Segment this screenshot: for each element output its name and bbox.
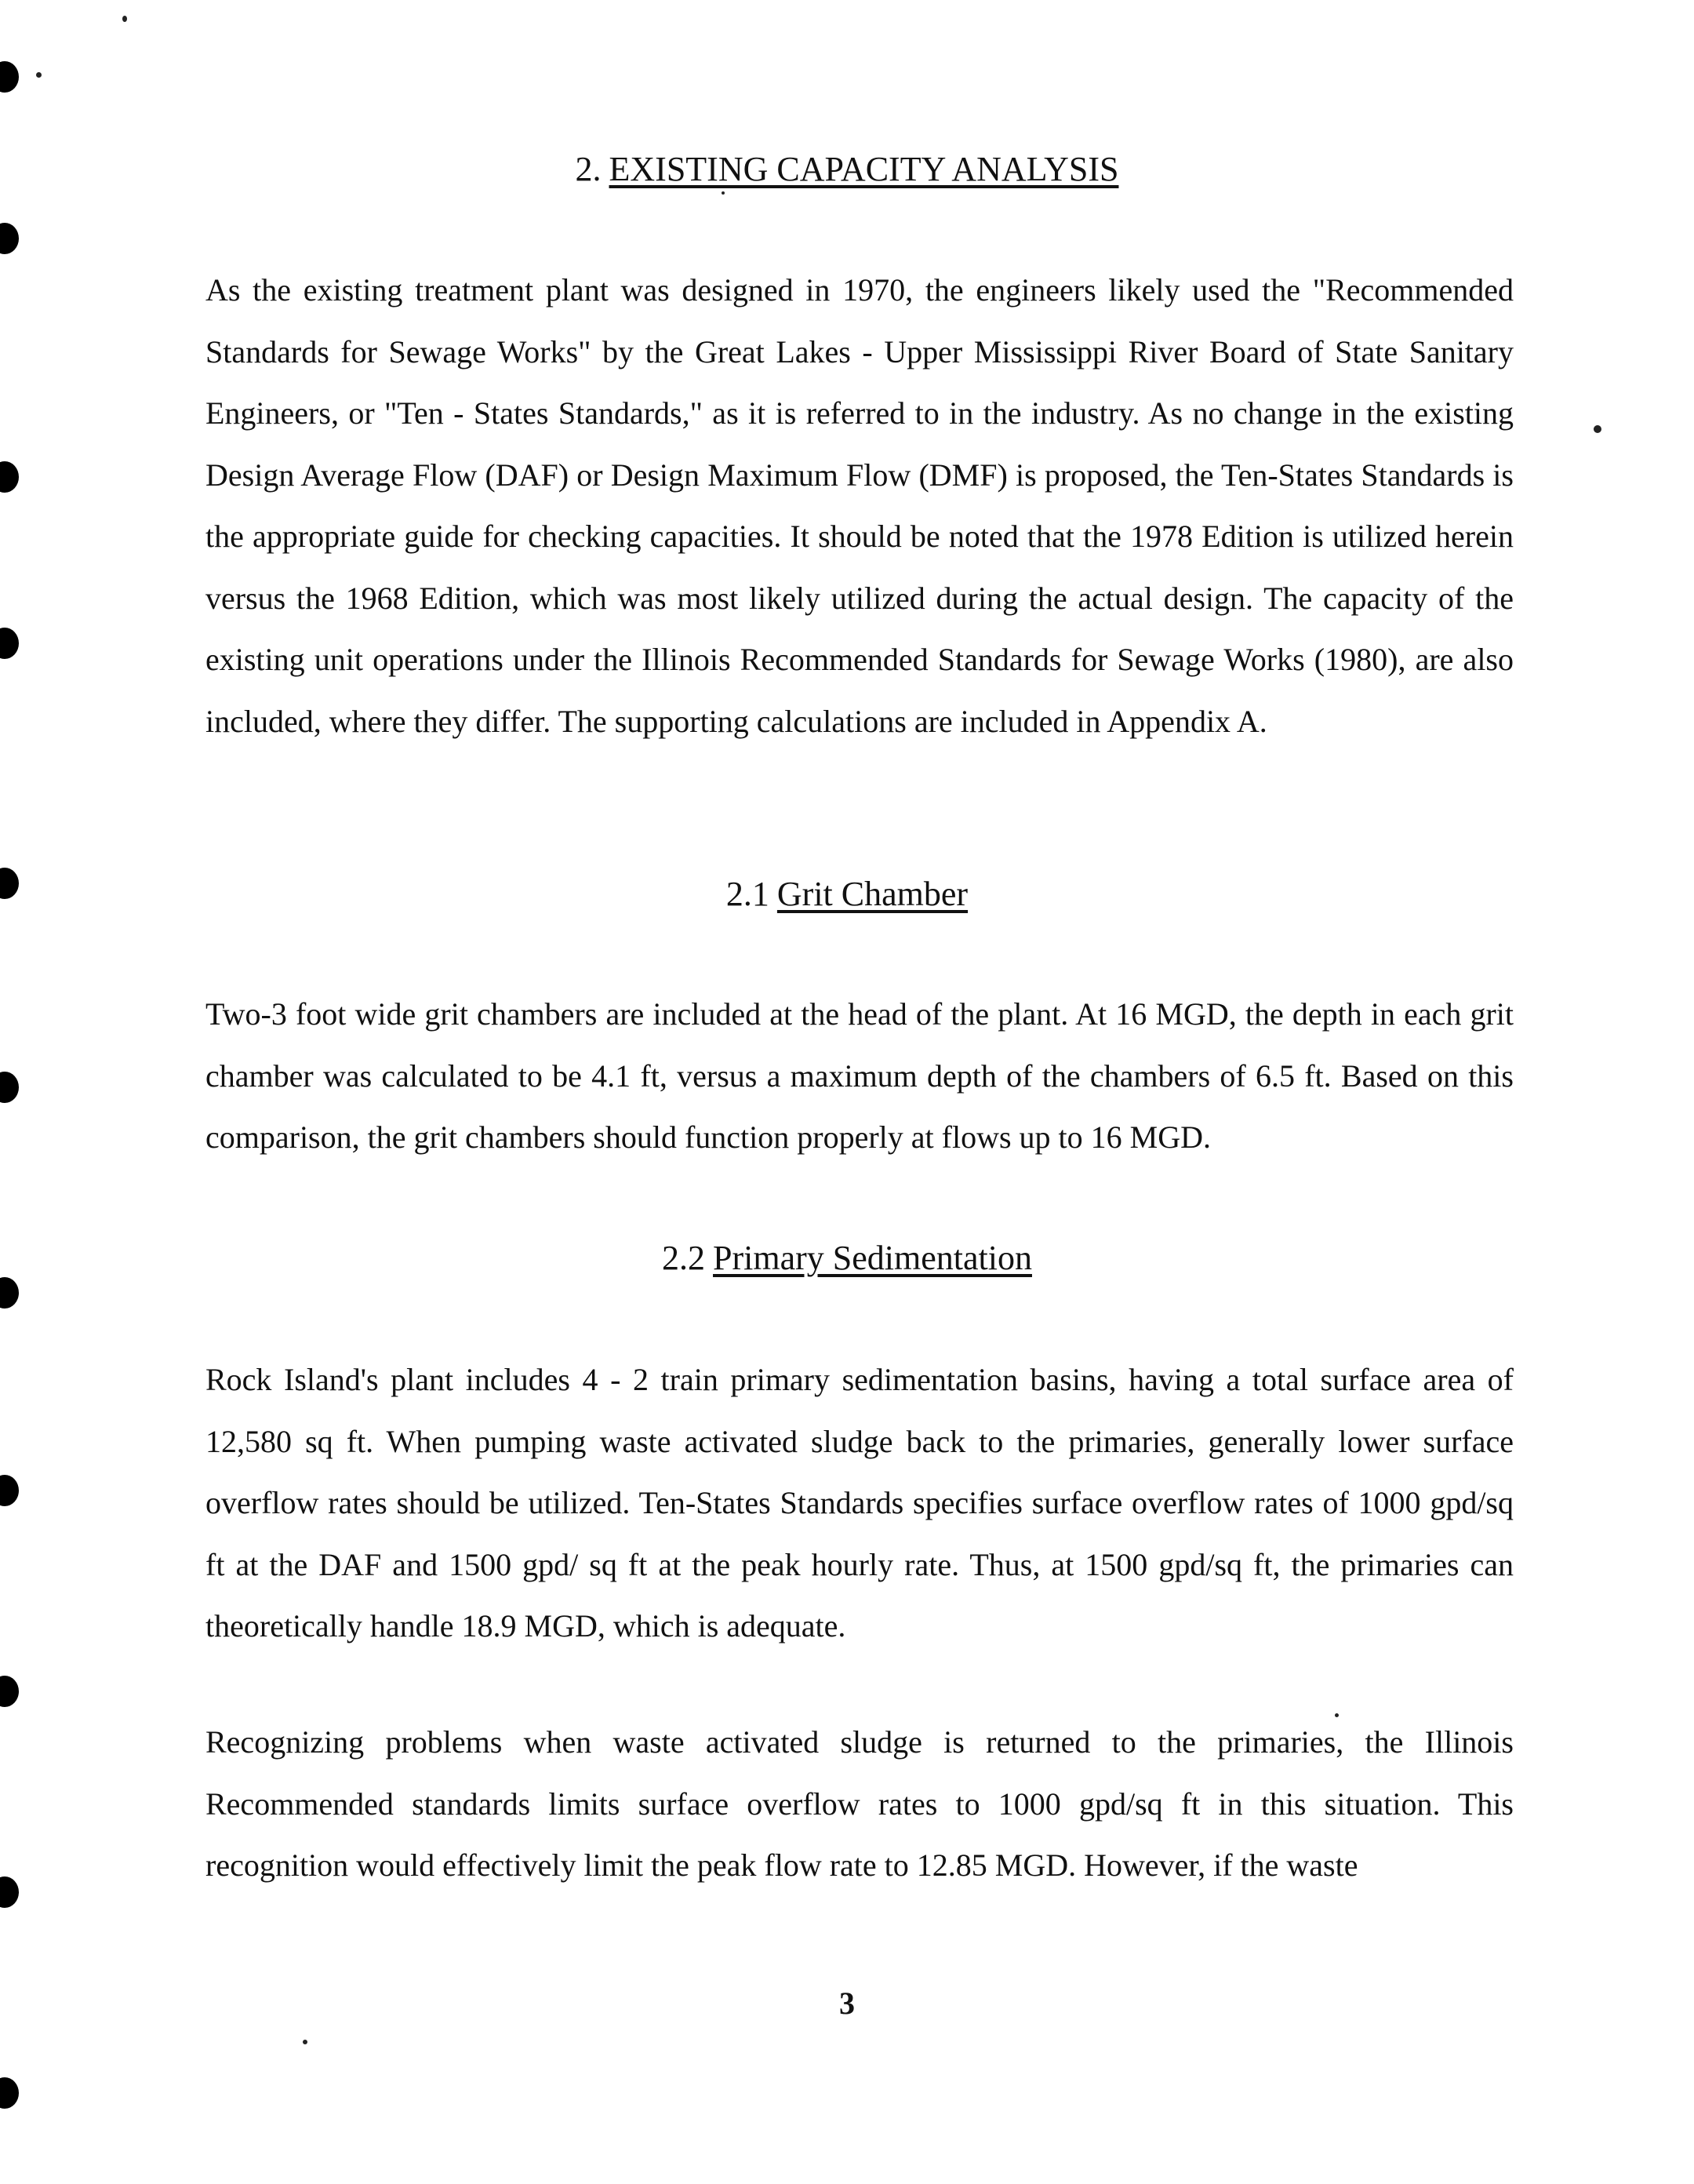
grit-chamber-paragraph: Two-3 foot wide grit chambers are included at the head of the plant. At 16 MGD, the depth in each grit chamber was calculated to be 4.1 ft, versus a maximum depth of the chambers of 6.5 ft. Based on this comparison, the grit chambers should function properly at flows up to 16 MGD. xyxy=(205,996,1514,1155)
punch-hole xyxy=(0,1676,19,1707)
subsection-heading-grit-chamber xyxy=(0,871,1694,918)
section-title: EXISTING CAPACITY ANALYSIS xyxy=(609,150,1119,188)
punch-hole xyxy=(0,2077,19,2109)
punch-hole xyxy=(0,61,19,93)
punch-hole xyxy=(0,628,19,659)
subsection-title: Primary Sedimentation xyxy=(713,1239,1032,1277)
subsection-title: Grit Chamber xyxy=(776,875,969,913)
page-number: 3 xyxy=(839,1986,855,2021)
punch-hole xyxy=(0,1072,19,1103)
section-number: 2. xyxy=(575,150,602,188)
subsection-number: 2.2 xyxy=(662,1239,706,1277)
primary-sedimentation-paragraph-2: Recognizing problems when waste activated sludge is returned to the primaries, the Illinois Recommended standards limits surface overflow rates to 1000 gpd/sq ft in this situation. This recognition would effectively limit the peak flow rate to 12.85 MGD. However, if the waste xyxy=(205,1724,1514,1883)
punch-hole xyxy=(0,223,19,254)
scan-speck xyxy=(303,2040,307,2044)
scan-speck xyxy=(122,16,127,22)
subsection-number: 2.1 xyxy=(725,875,769,913)
punch-hole xyxy=(0,1277,19,1309)
section-heading xyxy=(0,146,1694,193)
punch-hole xyxy=(0,461,19,493)
punch-hole xyxy=(0,1475,19,1506)
subsection-heading-primary-sedimentation xyxy=(0,1235,1694,1282)
scan-speck xyxy=(1594,425,1601,433)
punch-hole xyxy=(0,1876,19,1908)
primary-sedimentation-paragraph-1: Rock Island's plant includes 4 - 2 train primary sedimentation basins, having a total surface area of 12,580 sq ft. When pumping waste activated sludge back to the primaries, generally lower surface overflow rates should be utilized. Ten-States Standards specifies surface overflow rates of 1000 gpd/sq ft at the DAF and 1500 gpd/ sq ft at the peak hourly rate. Thus, at 1500 gpd/sq ft, the primaries can theoretically handle 18.9 MGD, which is adequate. xyxy=(205,1362,1514,1643)
intro-paragraph: As the existing treatment plant was designed in 1970, the engineers likely used the "Recommended Standards for Sewage Works" by the Great Lakes - Upper Mississippi River Board of State Sanitary Engineers, or "Ten - States Standards," as it is referred to in the industry. As no change in the existing Design Average Flow (DAF) or Design Maximum Flow (DMF) is proposed, the Ten-States Standards is the appropriate guide for checking capacities. It should be noted that the 1978 Edition is utilized herein versus the 1968 Edition, which was most likely utilized during the actual design. The capacity of the existing unit operations under the Illinois Recommended Standards for Sewage Works (1980), are also included, where they differ. The supporting calculations are included in Appendix A. xyxy=(205,272,1514,739)
scan-speck xyxy=(36,72,42,78)
